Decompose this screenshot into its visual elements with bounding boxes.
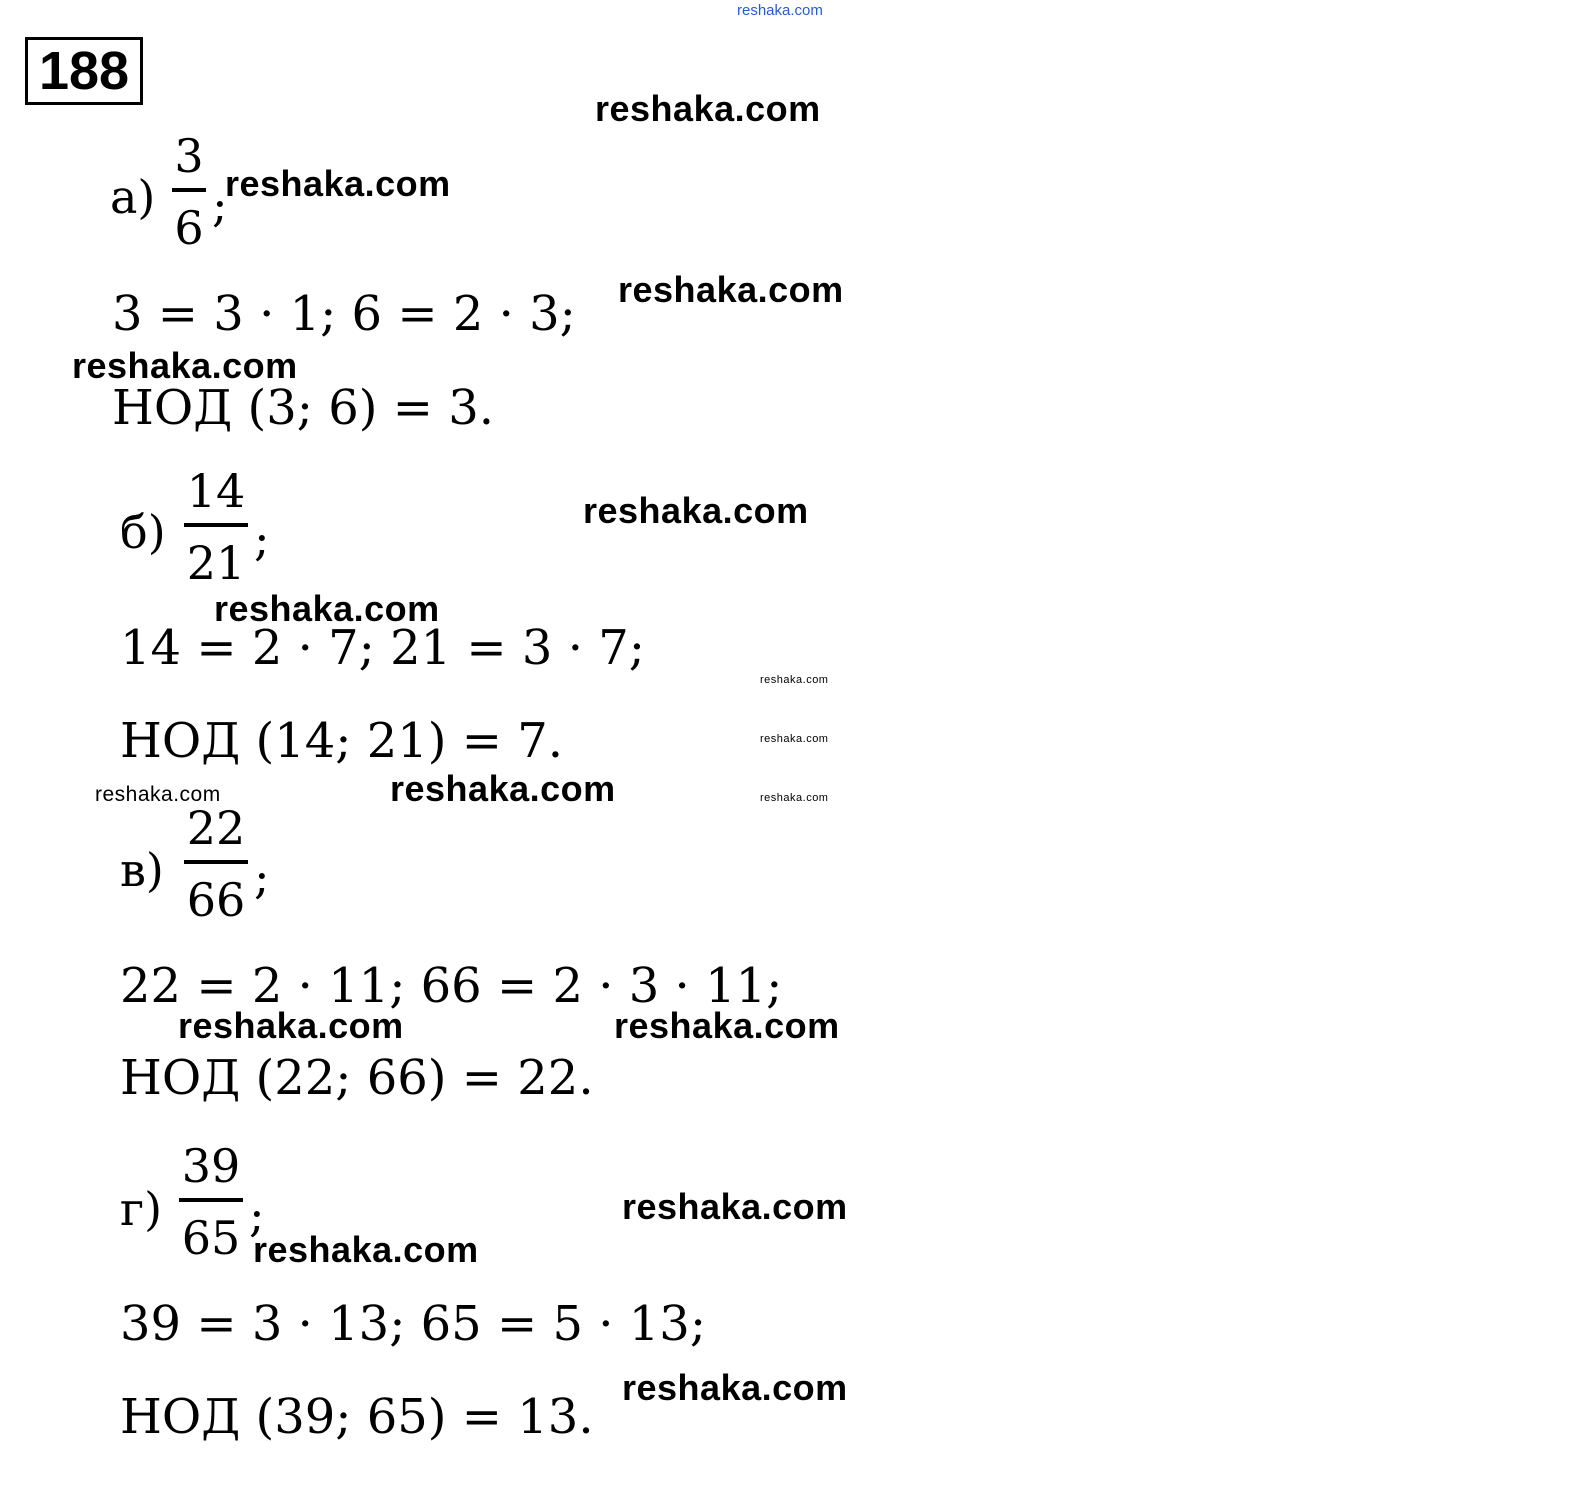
part-label: в)	[120, 843, 164, 897]
gcd-line: НОД (3; 6) = 3.	[112, 380, 494, 436]
part-label: г)	[120, 1182, 163, 1236]
watermark: reshaka.com	[253, 1229, 479, 1270]
semicolon: ;	[249, 1188, 265, 1242]
watermark: reshaka.com	[622, 1186, 848, 1227]
watermark-small: reshaka.com	[760, 733, 829, 745]
problem-number: 188	[25, 37, 143, 105]
fraction-numerator: 39	[181, 1139, 241, 1193]
watermark-small: reshaka.com	[760, 674, 829, 686]
fraction-denominator: 65	[181, 1211, 241, 1265]
fraction	[172, 128, 206, 256]
fraction-denominator: 6	[174, 201, 204, 255]
watermark: reshaka.com	[95, 783, 221, 806]
gcd-line: НОД (22; 66) = 22.	[120, 1050, 594, 1106]
factorization-line: 14 = 2 · 7; 21 = 3 · 7;	[120, 620, 645, 676]
factorization-line: 22 = 2 · 11; 66 = 2 · 3 · 11;	[120, 958, 783, 1014]
watermark: reshaka.com	[622, 1367, 848, 1408]
fraction	[179, 1138, 243, 1266]
watermark: reshaka.com	[614, 1005, 840, 1046]
semicolon: ;	[254, 512, 270, 566]
watermark: reshaka.com	[618, 269, 844, 310]
watermark-top: reshaka.com	[737, 2, 823, 19]
fraction-bar	[184, 523, 248, 527]
watermark: reshaka.com	[72, 345, 298, 386]
fraction	[184, 463, 248, 591]
fraction-bar	[179, 1198, 243, 1202]
semicolon: ;	[212, 178, 228, 232]
gcd-line: НОД (14; 21) = 7.	[120, 713, 564, 769]
factorization-line: 39 = 3 · 13; 65 = 5 · 13;	[120, 1296, 707, 1352]
watermark: reshaka.com	[583, 490, 809, 531]
fraction-numerator: 22	[186, 801, 246, 855]
part-label: б)	[120, 505, 166, 559]
fraction	[184, 800, 248, 928]
fraction-denominator: 21	[186, 536, 246, 590]
fraction-numerator: 3	[174, 129, 204, 183]
watermark: reshaka.com	[390, 768, 616, 809]
semicolon: ;	[254, 850, 270, 904]
fraction-bar	[184, 860, 248, 864]
watermark-small: reshaka.com	[760, 792, 829, 804]
part-label: а)	[110, 170, 156, 224]
watermark: reshaka.com	[595, 88, 821, 129]
watermark: reshaka.com	[214, 588, 440, 629]
watermark: reshaka.com	[225, 163, 451, 204]
fraction-denominator: 66	[186, 873, 246, 927]
factorization-line: 3 = 3 · 1; 6 = 2 · 3;	[112, 286, 576, 342]
fraction-bar	[172, 188, 206, 192]
watermark: reshaka.com	[178, 1005, 404, 1046]
gcd-line: НОД (39; 65) = 13.	[120, 1389, 594, 1445]
fraction-numerator: 14	[186, 464, 246, 518]
